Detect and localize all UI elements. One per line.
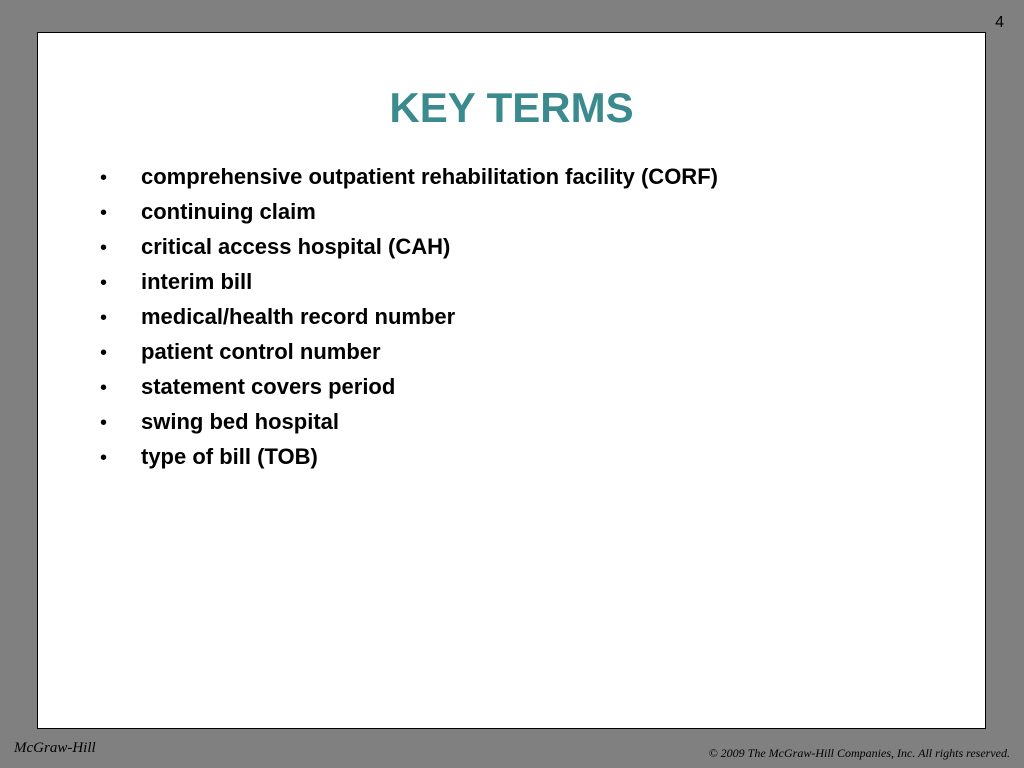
term-text: medical/health record number [141,304,456,329]
list-item [98,194,718,229]
bullet-icon: • [100,167,108,189]
bullet-icon: • [100,272,108,294]
list-item [98,159,718,194]
list-item [98,299,718,334]
list-item [98,369,718,404]
slide-panel [37,32,986,729]
slide-title: KEY TERMS [389,84,634,131]
list-item [98,334,718,369]
bullet-icon: • [100,237,108,259]
bullet-icon: • [100,202,108,224]
list-item [98,229,718,264]
bullet-icon: • [100,412,108,434]
key-terms-list [98,159,718,474]
publisher-logo-text: McGraw-Hill [14,740,96,756]
term-text: swing bed hospital [141,409,340,434]
list-item [98,404,718,439]
bullet-icon: • [100,447,108,469]
term-text: critical access hospital (CAH) [141,234,451,259]
list-item [98,439,718,474]
term-text: continuing claim [141,199,316,224]
term-text: patient control number [141,339,381,364]
page-number: 4 [995,14,1004,31]
list-item [98,264,718,299]
copyright-notice: © 2009 The McGraw-Hill Companies, Inc. All rights reserved. [708,746,1010,760]
bullet-icon: • [100,377,108,399]
term-text: comprehensive outpatient rehabilitation facility (CORF) [141,164,718,189]
term-text: type of bill (TOB) [141,444,318,469]
bullet-icon: • [100,307,108,329]
term-text: interim bill [141,269,253,294]
term-text: statement covers period [141,374,396,399]
bullet-icon: • [100,342,108,364]
